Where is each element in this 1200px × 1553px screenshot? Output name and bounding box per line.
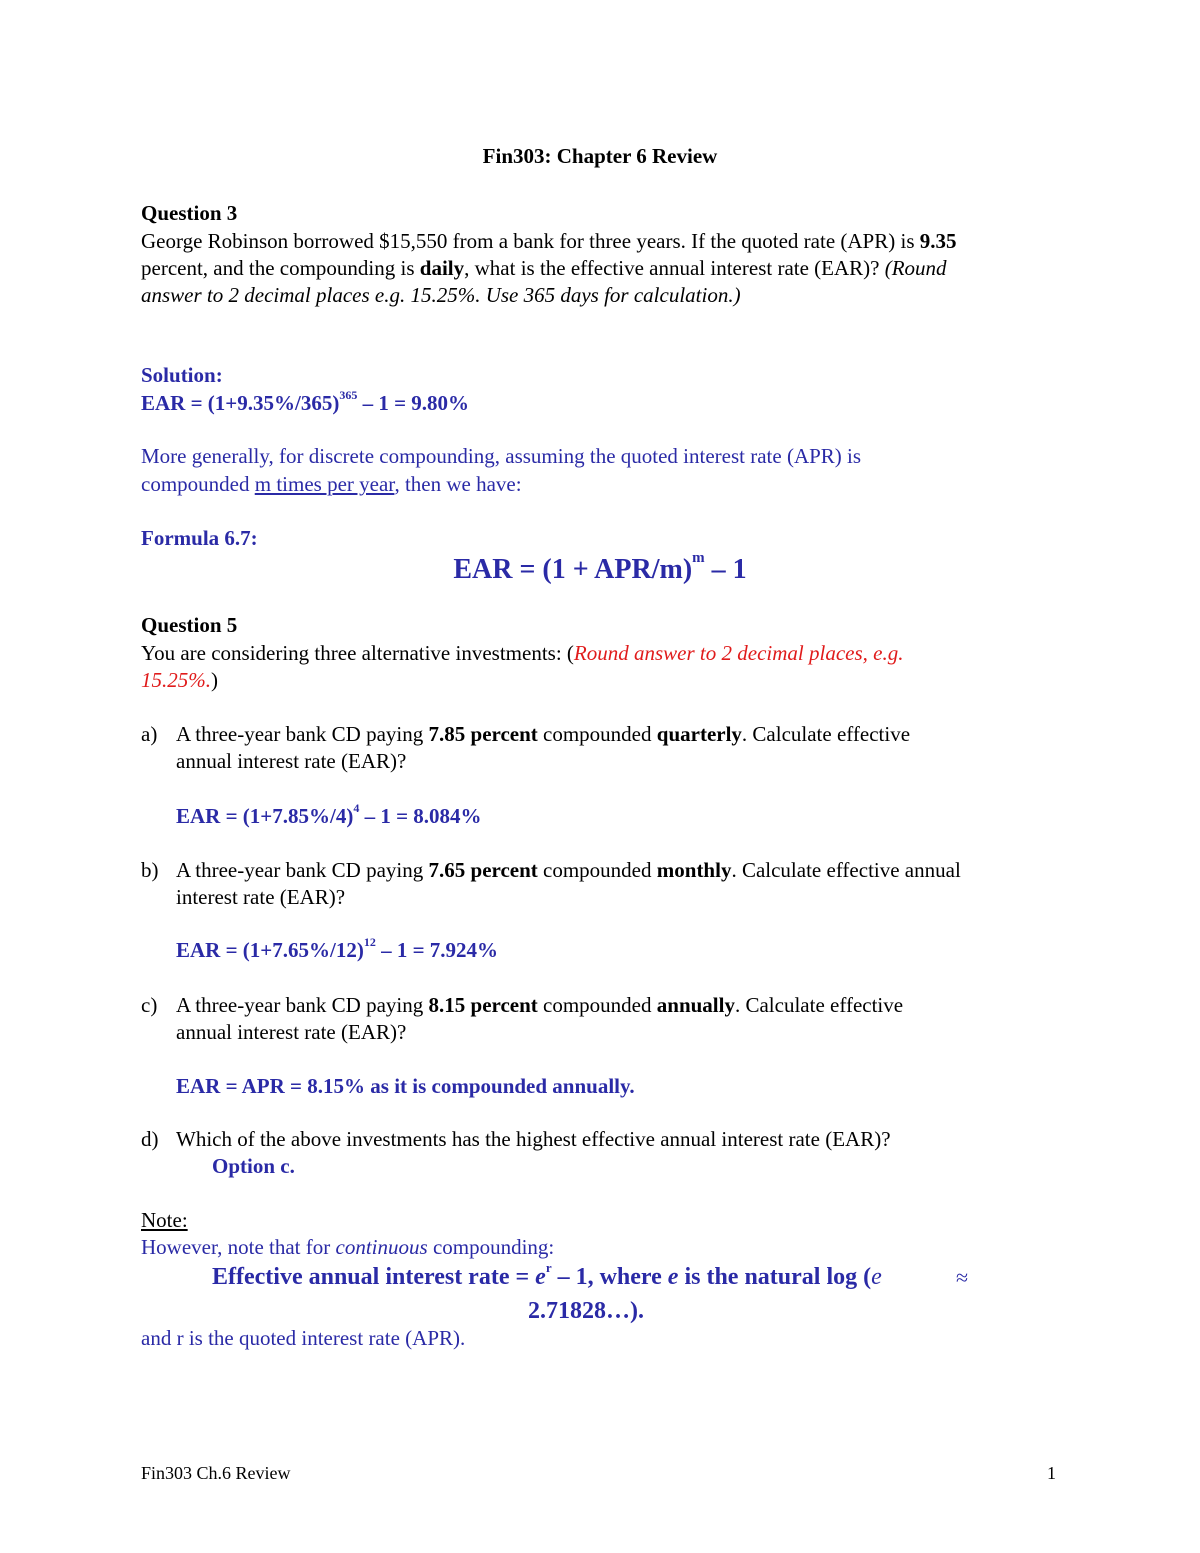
item-a-line-2: annual interest rate (EAR)? bbox=[176, 749, 407, 773]
footer-page-number: 1 bbox=[1047, 1463, 1056, 1483]
footer-title: Fin303 Ch.6 Review bbox=[141, 1463, 291, 1483]
item-b-answer: EAR = $(1+7.65\%/12)^{12} - 1 = 7.924\%$ bbox=[176, 935, 499, 962]
approx-symbol: ≈ bbox=[956, 1265, 969, 1290]
question-3-line-1: George Robinson borrowed $15,550 from a bank for three years. If the quoted rate (APR) is 9.35 bbox=[141, 229, 957, 253]
question-5-heading: Question 5 bbox=[141, 613, 238, 637]
question-5-intro-2: 15.25%.) bbox=[141, 668, 218, 692]
formula-label: Formula 6.7: bbox=[141, 526, 258, 550]
formula-6-7: EAR = (1 + APR/$m)^m - 1$ bbox=[453, 549, 747, 585]
continuous-formula-value: 2.71828…). bbox=[528, 1298, 644, 1324]
note-heading: Note: bbox=[141, 1208, 188, 1232]
item-c-line-2: annual interest rate (EAR)? bbox=[176, 1020, 407, 1044]
note-last-line: and r is the quoted interest rate (APR). bbox=[141, 1326, 466, 1350]
general-line-1: More generally, for discrete compounding, assuming the quoted interest rate (APR) is bbox=[141, 444, 862, 468]
question-3-line-2: percent, and the compounding is daily, what is the effective annual interest rate (EAR)? (Round bbox=[141, 256, 947, 280]
continuous-formula: Effective annual interest rate = $e^r - 1$, where e is the natural log (e bbox=[212, 1260, 882, 1290]
item-c-answer: EAR = APR = 8.15% as it is compounded annually. bbox=[176, 1074, 635, 1098]
solution-heading: Solution: bbox=[141, 363, 223, 387]
question-3-line-3: answer to 2 decimal places e.g. 15.25%. Use 365 days for calculation.) bbox=[141, 283, 741, 307]
document-page: Fin303: Chapter 6 Review Question 3 George Robinson borrowed $15,550 from a bank for three years. If the quoted rate (APR) is 9.35 percent, and the compounding is daily, what is the effective annual interest rate (EAR)? (Round answer to 2 decimal places e.g. 15.25%. Use 365 days for calculation.) Solution: EAR = $(1+9.35\%/365)^{365} - 1 = 9.80\%$ More generally, for discrete compounding, assuming the quoted interest rate (APR) is compounded m times per year, then we have: Formula 6.7: EAR = (1 + APR/$m)^m - 1$ Question 5 You are considering three alternative investments: (Round answer to 2 decimal places, e.g. 15.25%.) a) A three-year bank CD paying 7.85 percent compounded quarterly. Calculate effective annual interest rate (EAR)? EAR = $(1+7.85\%/4)^4 - 1 = 8.084\%$ b) A three-year bank CD paying 7.65 percent compounded monthly. Calculate effective annual interest rate (EAR)? EAR = $(1+7.65\%/12)^{12} - 1 = 7.924\%$ c) A three-year bank CD paying 8.15 percent compounded annually. Calculate effective annual interest rate (EAR)? EAR = APR = 8.15% as it is compounded annually. d) Which of the above investments has the highest effective annual interest rate (EAR)? Option c. Note: However, note that for continuous compounding: Effective annual interest rate = $e^r - 1$, where e is the natural log (e ≈ 2.71828…). and r is the quoted interest rate (APR). Fin303 Ch.6 Review 1 bbox=[0, 0, 1200, 1553]
note-line-1: However, note that for continuous compounding: bbox=[141, 1235, 555, 1259]
page-title: Fin303: Chapter 6 Review bbox=[482, 144, 718, 168]
general-line-2: compounded m times per year, then we have: bbox=[141, 472, 522, 496]
solution-equation: EAR = $(1+9.35\%/365)^{365} - 1 = 9.80\%$ bbox=[141, 388, 470, 415]
item-d-answer: Option c. bbox=[212, 1154, 295, 1178]
question-3-heading: Question 3 bbox=[141, 201, 238, 225]
question-5-intro: You are considering three alternative investments: (Round answer to 2 decimal places, e.g. bbox=[141, 641, 904, 665]
item-a-answer: EAR = $(1+7.85\%/4)^4 - 1 = 8.084\%$ bbox=[176, 801, 482, 828]
item-b-line-2: interest rate (EAR)? bbox=[176, 885, 346, 909]
